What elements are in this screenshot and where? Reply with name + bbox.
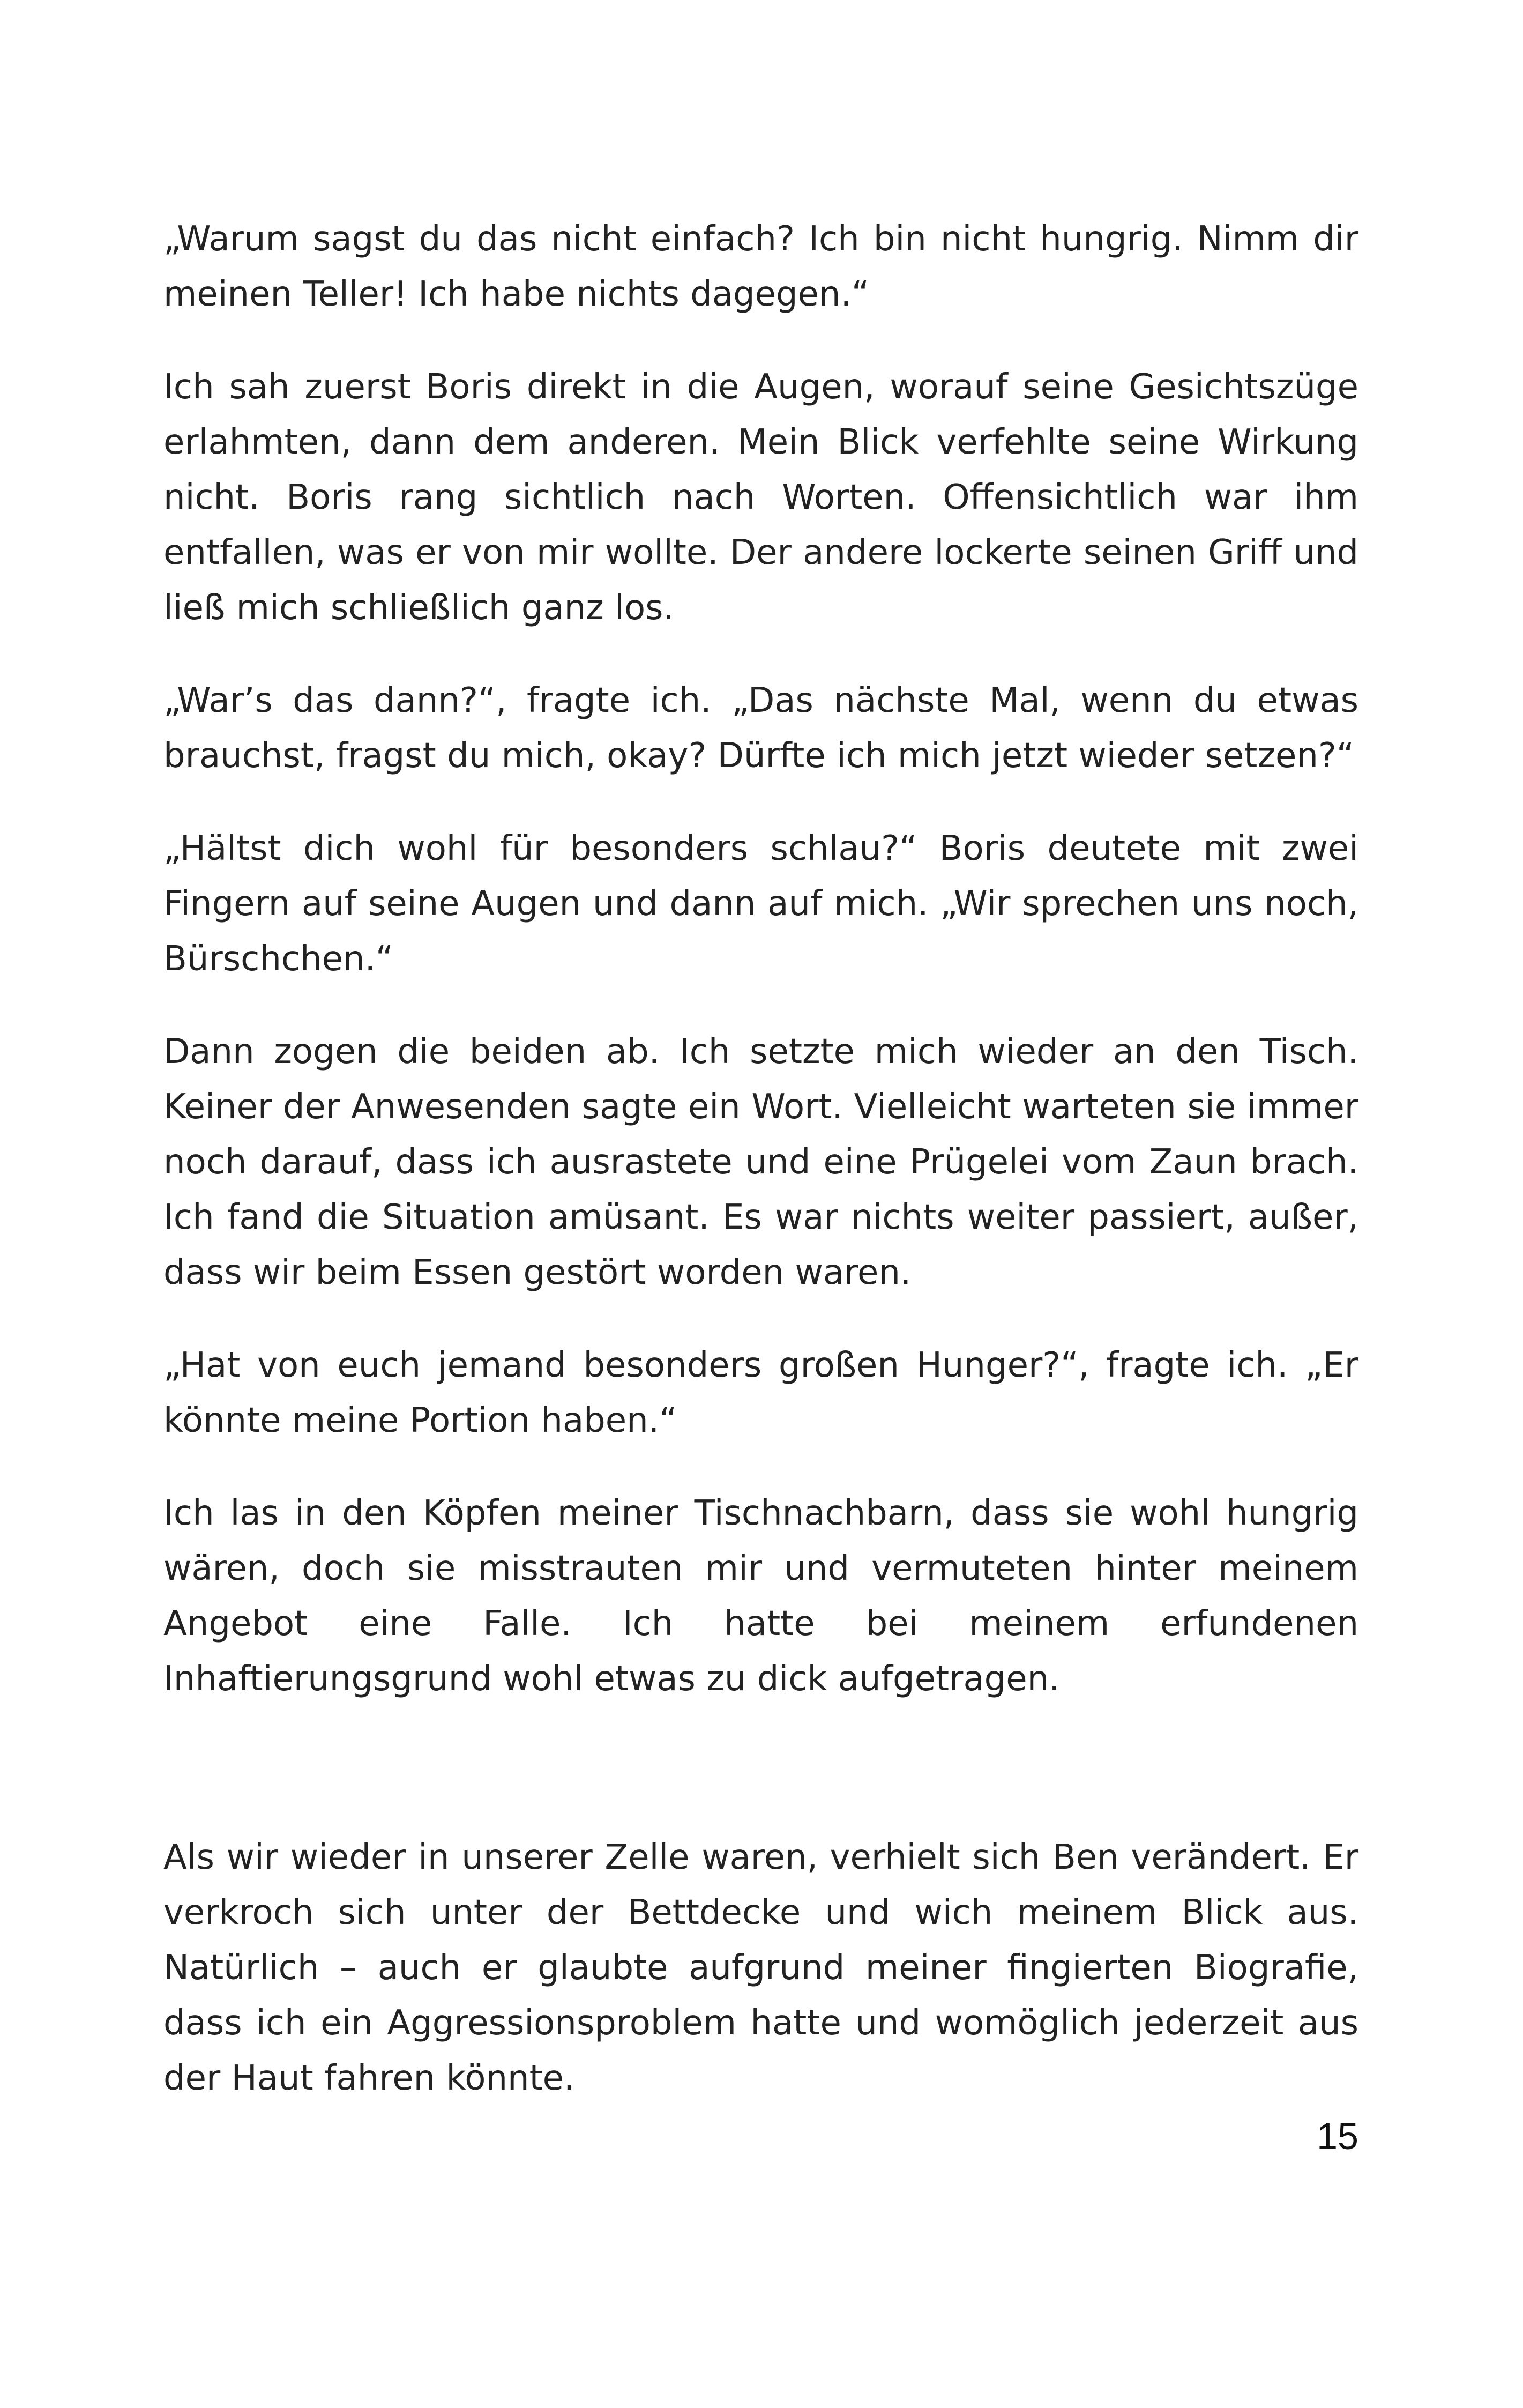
paragraph-6: „Hat von euch jemand besonders großen Hunger?“, fragte ich. „Er könnte meine Portion haben.“: [163, 1346, 1358, 1440]
paragraph-5: Dann zogen die beiden ab. Ich setzte mich wieder an den Tisch. Keiner der Anwesenden sagte ein Wort. Vielleicht warteten sie immer noch darauf, dass ich ausrastete und eine Prügelei vom Zaun brach. Ich fand die Situation amüsant. Es war nichts weiter passiert, außer, dass wir beim Essen gestört worden waren.: [163, 1032, 1358, 1292]
paragraph-7: Ich las in den Köpfen meiner Tischnachbarn, dass sie wohl hungrig wären, doch sie misstrauten mir und vermuteten hinter meinem Angebot eine Falle. Ich hatte bei meinem erfundenen Inhaftierungsgrund wohl etwas zu dick aufgetragen.: [163, 1493, 1358, 1699]
paragraph-2: Ich sah zuerst Boris direkt in die Augen, worauf seine Gesichtszüge erlahmten, dann dem anderen. Mein Blick verfehlte seine Wirkung nicht. Boris rang sichtlich nach Worten. Offensichtlich war ihm entfallen, was er von mir wollte. Der andere lockerte seinen Griff und ließ mich schließlich ganz los.: [163, 367, 1358, 628]
paragraph-3: „War’s das dann?“, fragte ich. „Das nächste Mal, wenn du etwas brauchst, fragst du mich, okay? Dürfte ich mich jetzt wieder setzen?“: [163, 681, 1358, 776]
page-number: 15: [1317, 2115, 1358, 2157]
body-text: [163, 212, 1358, 2144]
paragraph-4: „Hältst dich wohl für besonders schlau?“ Boris deutete mit zwei Fingern auf seine Augen und dann auf mich. „Wir sprechen uns noch, Bürschchen.“: [163, 829, 1358, 979]
paragraph-8: Als wir wieder in unserer Zelle waren, verhielt sich Ben verändert. Er verkroch sich unter der Bettdecke und wich meinem Blick aus. Natürlich – auch er glaubte aufgrund meiner fingierten Biografie, dass ich ein Aggressionsproblem hatte und womöglich jederzeit aus der Haut fahren könnte.: [163, 1838, 1358, 2098]
paragraph-1: „Warum sagst du das nicht einfach? Ich bin nicht hungrig. Nimm dir meinen Teller! Ich habe nichts dagegen.“: [163, 219, 1358, 314]
